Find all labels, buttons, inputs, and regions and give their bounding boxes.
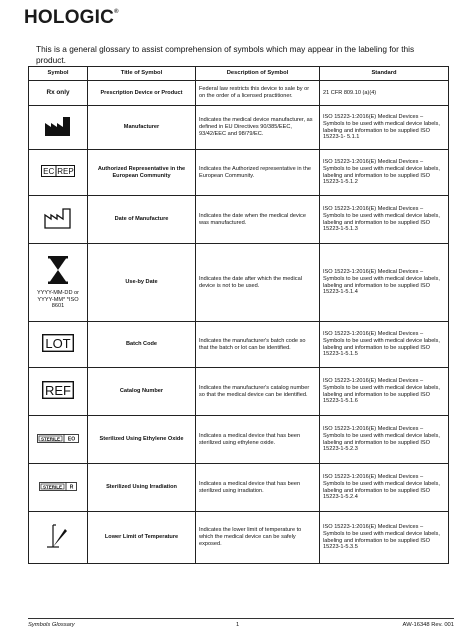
standard-cell: ISO 15223-1:2016(E) Medical Devices – Symbols to be used with medical device labels, labeling and information to be supplied ISO 15223-1- 5.1.1 bbox=[320, 106, 449, 150]
description-cell: Federal law restricts this device to sale by or on the order of a licensed practitioner. bbox=[196, 81, 320, 106]
lot-icon bbox=[42, 334, 74, 352]
r-label: R bbox=[69, 483, 74, 490]
title-cell: Authorized Representative in the European Community bbox=[88, 150, 196, 196]
manufacturer-icon bbox=[43, 115, 73, 137]
description-cell: Indicates the lower limit of temperature to which the medical device can be safely exposed. bbox=[196, 512, 320, 564]
symbol-cell bbox=[29, 368, 88, 416]
standard-cell: ISO 15223-1:2016(E) Medical Devices – Symbols to be used with medical device labels, labeling and information to be supplied ISO 15223-1-5.1.6 bbox=[320, 368, 449, 416]
title-cell: Use-by Date bbox=[88, 244, 196, 322]
table-row bbox=[29, 416, 449, 464]
title-cell: Date of Manufacture bbox=[88, 196, 196, 244]
title-cell: Sterilized Using Irradiation bbox=[88, 464, 196, 512]
table-row bbox=[29, 196, 449, 244]
standard-cell: ISO 15223-1:2016(E) Medical Devices – Symbols to be used with medical device labels, labeling and information to be supplied ISO 15223-1-5.2.4 bbox=[320, 464, 449, 512]
symbol-cell bbox=[29, 106, 88, 150]
header-standard: Standard bbox=[320, 67, 449, 81]
description-cell: Indicates a medical device that has been sterilized using irradiation. bbox=[196, 464, 320, 512]
header-symbol: Symbol bbox=[29, 67, 88, 81]
symbol-cell bbox=[29, 464, 88, 512]
description-cell: Indicates the date after which the medical device is not to be used. bbox=[196, 244, 320, 322]
lower-temperature-limit-icon bbox=[45, 521, 71, 551]
intro-text: This is a general glossary to assist comprehension of symbols which may appear in the labeling for this product. bbox=[36, 44, 415, 65]
rep-label: REP bbox=[57, 167, 74, 177]
date-of-manufacture-icon bbox=[43, 207, 73, 229]
ec-label: EC bbox=[43, 167, 55, 177]
table-row bbox=[29, 322, 449, 368]
table-row bbox=[29, 244, 449, 322]
lot-label: LOT bbox=[45, 336, 71, 352]
title-cell: Prescription Device or Product bbox=[88, 81, 196, 106]
hologic-logo: HOLOGIC® bbox=[24, 7, 119, 28]
symbol-cell bbox=[29, 150, 88, 196]
sterile-eo-icon bbox=[37, 434, 79, 443]
ref-icon bbox=[42, 381, 74, 399]
standard-cell: 21 CFR 809.10 (a)(4) bbox=[320, 81, 449, 106]
description-cell: Indicates the date when the medical device was manufactured. bbox=[196, 196, 320, 244]
title-cell: Lower Limit of Temperature bbox=[88, 512, 196, 564]
symbols-table bbox=[28, 66, 449, 564]
hourglass-icon bbox=[47, 255, 69, 285]
document-revision: AW-16348 Rev. 001 bbox=[402, 622, 454, 628]
header-description: Description of Symbol bbox=[196, 67, 320, 81]
standard-cell: ISO 15223-1:2016(E) Medical Devices – Symbols to be used with medical device labels, labeling and information to be supplied ISO 15223-1-5.1.3 bbox=[320, 196, 449, 244]
footer-title: Symbols Glossary bbox=[28, 622, 75, 628]
symbol-cell bbox=[29, 512, 88, 564]
sterile-r-icon bbox=[39, 482, 77, 491]
table-row bbox=[29, 464, 449, 512]
sterile-label: STERILE bbox=[42, 483, 63, 489]
standard-cell: ISO 15223-1:2016(E) Medical Devices – Symbols to be used with medical device labels, labeling and information to be supplied ISO 15223-1-5.1.5 bbox=[320, 322, 449, 368]
standard-cell: ISO 15223-1:2016(E) Medical Devices – Symbols to be used with medical device labels, labeling and information to be supplied ISO 15223-1-5.1.4 bbox=[320, 244, 449, 322]
title-cell: Catalog Number bbox=[88, 368, 196, 416]
description-cell: Indicates the manufacturer's catalog number so that the medical device can be identified. bbox=[196, 368, 320, 416]
date-format-caption: YYYY-MM-DD or YYYY-MM* *ISO 8601 bbox=[36, 290, 80, 310]
description-cell: Indicates the manufacturer's batch code so that the batch or lot can be identified. bbox=[196, 322, 320, 368]
symbol-cell bbox=[29, 81, 88, 106]
description-cell: Indicates the medical device manufacturer, as defined in EU Directives 90/385/EEC, 93/42/EEC and 98/79/EC. bbox=[196, 106, 320, 150]
rx-only-text: Rx only bbox=[46, 88, 70, 96]
title-cell: Manufacturer bbox=[88, 106, 196, 150]
sterile-label: STERILE bbox=[40, 435, 61, 441]
page-number: 1 bbox=[236, 622, 240, 628]
title-cell: Sterilized Using Ethylene Oxide bbox=[88, 416, 196, 464]
ec-rep-icon bbox=[41, 165, 75, 177]
symbol-cell bbox=[29, 196, 88, 244]
page-footer bbox=[28, 618, 454, 628]
description-cell: Indicates a medical device that has been sterilized using ethylene oxide. bbox=[196, 416, 320, 464]
ref-label: REF bbox=[45, 383, 71, 399]
table-row bbox=[29, 150, 449, 196]
symbol-cell bbox=[29, 416, 88, 464]
table-row bbox=[29, 512, 449, 564]
table-row bbox=[29, 81, 449, 106]
standard-cell: ISO 15223-1:2016(E) Medical Devices – Symbols to be used with medical device labels, labeling and information to be supplied ISO 15223-1-5.2.3 bbox=[320, 416, 449, 464]
standard-cell: ISO 15223-1:2016(E) Medical Devices – Symbols to be used with medical device labels, labeling and information to be supplied ISO 15223-1-5.1.2 bbox=[320, 150, 449, 196]
symbol-cell bbox=[29, 244, 88, 322]
table-row bbox=[29, 368, 449, 416]
table-header-row bbox=[29, 67, 449, 81]
symbol-cell bbox=[29, 322, 88, 368]
title-cell: Batch Code bbox=[88, 322, 196, 368]
description-cell: Indicates the Authorized representative in the European Community. bbox=[196, 150, 320, 196]
eo-label: EO bbox=[67, 435, 76, 442]
table-row bbox=[29, 106, 449, 150]
standard-cell: ISO 15223-1:2016(E) Medical Devices – Symbols to be used with medical device labels, labeling and information to be supplied ISO 15223-1-5.3.5 bbox=[320, 512, 449, 564]
header-title: Title of Symbol bbox=[88, 67, 196, 81]
